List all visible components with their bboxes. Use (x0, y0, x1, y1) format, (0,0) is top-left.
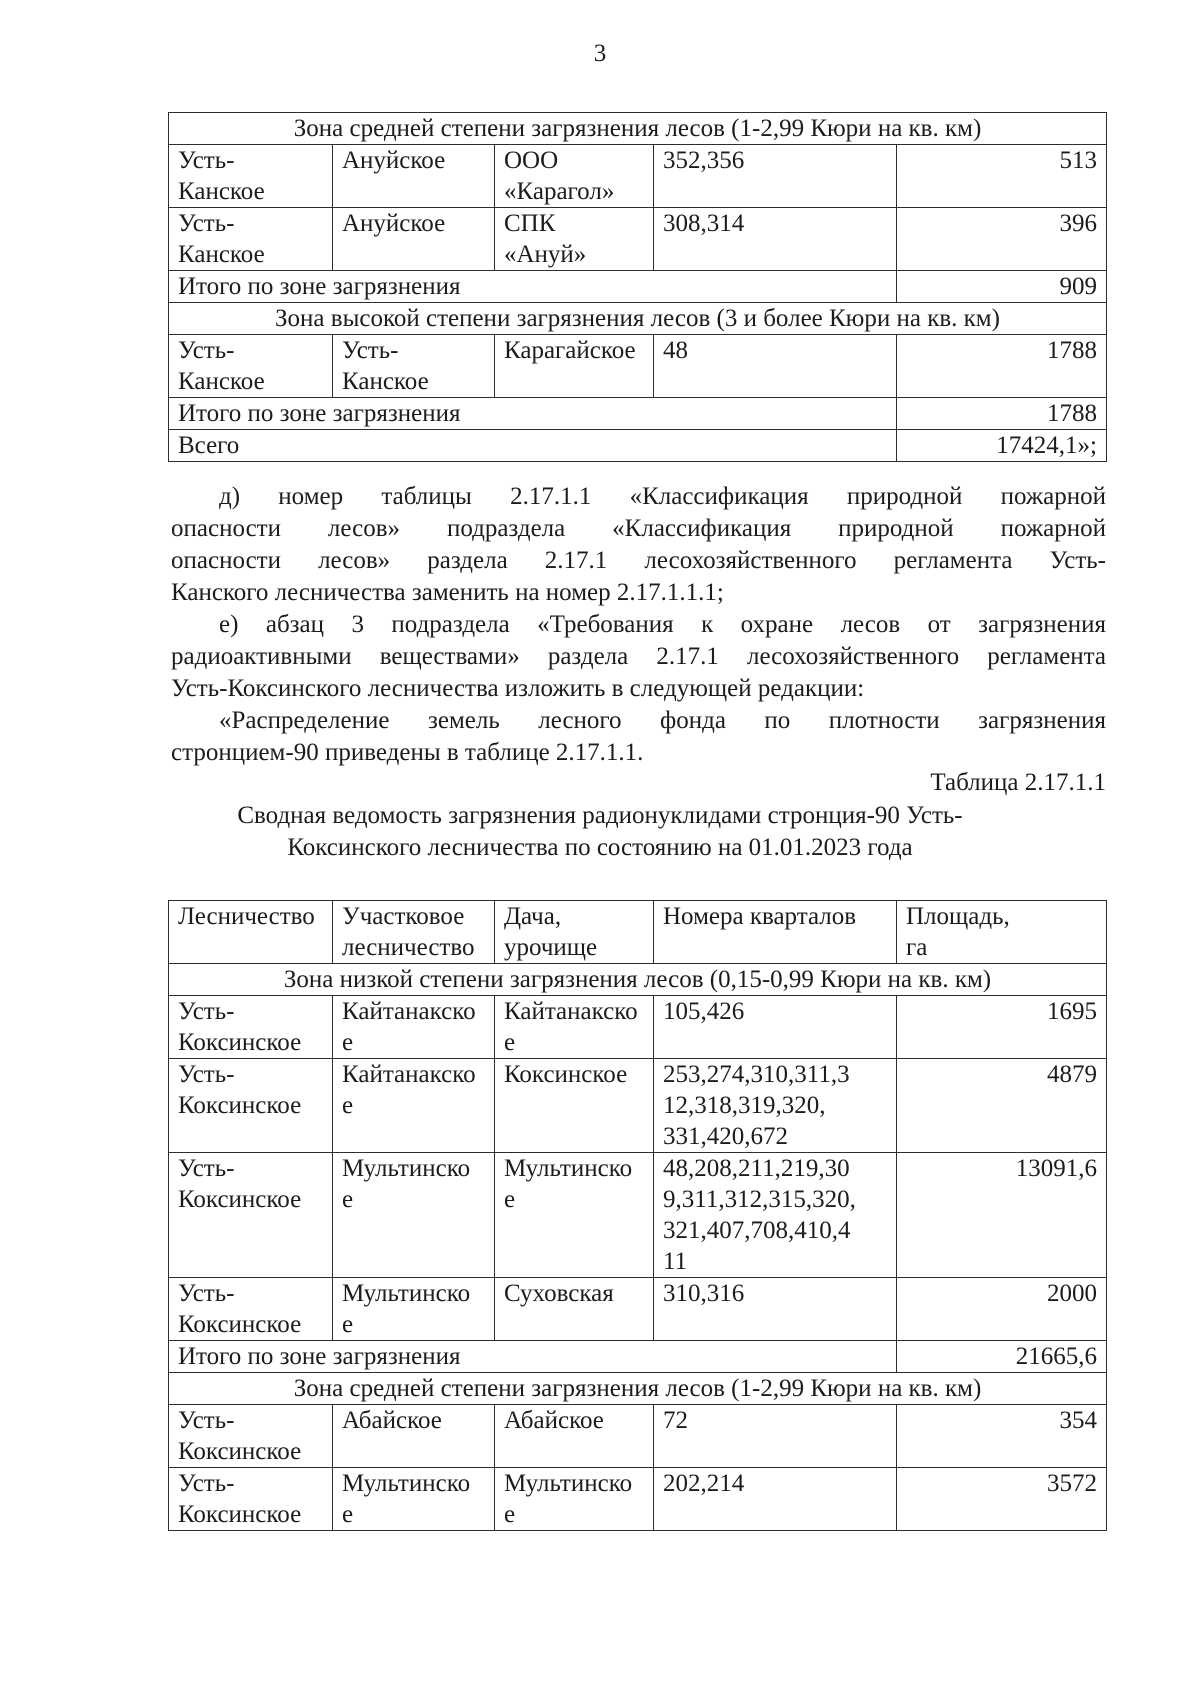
cell-line: 331,420,672 (663, 1123, 788, 1150)
cell-line: Коксинское (178, 1029, 302, 1056)
cell-line: га (906, 934, 928, 961)
cell-line: е (342, 1029, 354, 1056)
grand-total-value: 17424,1»; (897, 430, 1107, 462)
cell-line: Площадь, (906, 903, 1010, 930)
cell-line: 105,426 (663, 998, 745, 1025)
cell-line: Мультинско (504, 1470, 633, 1497)
district-cell (333, 1153, 495, 1278)
district-cell (333, 1405, 495, 1468)
cell-line: Коксинское (178, 1501, 302, 1528)
dacha-cell (495, 1153, 654, 1278)
cell-line: е (342, 1501, 354, 1528)
cell-line: Мультинско (342, 1155, 471, 1182)
quarters-cell (654, 1153, 897, 1278)
cell-line: урочище (504, 934, 598, 961)
quarters-cell (654, 1278, 897, 1341)
cell-line: СПК (504, 210, 556, 237)
paragraph-e (171, 609, 1106, 705)
district-cell (333, 145, 495, 208)
page-number: 3 (593, 40, 607, 67)
table-title-line: Коксинского лесничества по состоянию на 01.01.2023 года (287, 834, 913, 861)
contamination-table-ust-kan (168, 112, 1107, 462)
cell-line: Коксинское (178, 1311, 302, 1338)
cell-line: Абайское (342, 1407, 442, 1434)
cell-line: Лесничество (178, 903, 315, 930)
dacha-cell (495, 1059, 654, 1153)
table-title-line: Сводная ведомость загрязнения радионуклидами стронция-90 Усть- (237, 802, 963, 829)
district-cell (333, 208, 495, 271)
cell-line: Коксинское (178, 1438, 302, 1465)
table-row (169, 1468, 1107, 1531)
cell-line: 48,208,211,219,30 (663, 1155, 850, 1182)
forestry-cell (169, 996, 333, 1059)
header-quarters (654, 901, 897, 964)
paragraph-line: е) абзац 3 подраздела «Требования к охране лесов от загрязнения (219, 611, 1106, 638)
header-forestry (169, 901, 333, 964)
cell-line: е (342, 1186, 354, 1213)
total-label: Итого по зоне загрязнения (169, 398, 897, 430)
contamination-table-ust-koksa (168, 900, 1107, 1531)
cell-line: Канское (342, 368, 429, 395)
forestry-cell (169, 1405, 333, 1468)
table-row (169, 1405, 1107, 1468)
total-value: 21665,6 (897, 1341, 1107, 1373)
quarters-cell (654, 996, 897, 1059)
grand-total-label: Всего (169, 430, 897, 462)
cell-line: Мультинско (342, 1470, 471, 1497)
total-label: Итого по зоне загрязнения (169, 271, 897, 303)
cell-line: Коксинское (178, 1186, 302, 1213)
cell-line: е (342, 1092, 354, 1119)
zone-medium-title: Зона средней степени загрязнения лесов (1-2,99 Кюри на кв. км) (169, 1373, 1107, 1405)
forestry-cell (169, 335, 333, 398)
zone-medium-title: Зона средней степени загрязнения лесов (1-2,99 Кюри на кв. км) (169, 113, 1107, 145)
cell-line: Усть- (178, 210, 235, 237)
dacha-cell (495, 1405, 654, 1468)
cell-line: Усть- (178, 1280, 235, 1307)
cell-line: Усть- (178, 1061, 235, 1088)
cell-line: Коксинское (504, 1061, 628, 1088)
cell-line: 48 (663, 337, 688, 364)
dacha-cell (495, 1278, 654, 1341)
forestry-cell (169, 208, 333, 271)
dacha-cell (495, 145, 654, 208)
quarters-cell (654, 335, 897, 398)
cell-line: Канское (178, 178, 265, 205)
total-row (169, 1341, 1107, 1373)
cell-line: 308,314 (663, 210, 745, 237)
cell-line: 310,316 (663, 1280, 745, 1307)
district-cell (333, 1059, 495, 1153)
area-cell: 1695 (897, 996, 1107, 1059)
cell-line: Номера кварталов (663, 903, 857, 930)
zone-header-row (169, 964, 1107, 996)
table-row (169, 335, 1107, 398)
zone-low-title: Зона низкой степени загрязнения лесов (0,15-0,99 Кюри на кв. км) (169, 964, 1107, 996)
dacha-cell (495, 335, 654, 398)
table-row (169, 996, 1107, 1059)
cell-line: 11 (663, 1248, 688, 1275)
cell-line: е (504, 1501, 516, 1528)
cell-line: Мультинско (504, 1155, 633, 1182)
forestry-cell (169, 1153, 333, 1278)
paragraph-d (171, 481, 1106, 609)
cell-line: Кайтанакско (342, 998, 476, 1025)
cell-line: ООО (504, 147, 559, 174)
cell-line: Суховская (504, 1280, 614, 1307)
header-row (169, 901, 1107, 964)
district-cell (333, 335, 495, 398)
table-row (169, 1059, 1107, 1153)
table-label: Таблица 2.17.1.1 (930, 769, 1106, 796)
paragraph-line: опасности лесов» подраздела «Классификация природной пожарной (171, 515, 1106, 542)
paragraph-quote (171, 705, 1106, 769)
cell-line: Усть- (178, 337, 235, 364)
area-cell: 1788 (897, 335, 1107, 398)
cell-line: е (342, 1311, 354, 1338)
quarters-cell (654, 1405, 897, 1468)
quarters-cell (654, 1059, 897, 1153)
dacha-cell (495, 208, 654, 271)
district-cell (333, 1468, 495, 1531)
cell-line: Карагайское (504, 337, 636, 364)
zone-header-row (169, 1373, 1107, 1405)
cell-line: 9,311,312,315,320, (663, 1186, 856, 1213)
cell-line: Усть- (178, 1470, 235, 1497)
cell-line: «Ануй» (504, 241, 587, 268)
quarters-cell (654, 1468, 897, 1531)
total-row (169, 271, 1107, 303)
total-row (169, 398, 1107, 430)
area-cell: 13091,6 (897, 1153, 1107, 1278)
cell-line: Канское (178, 368, 265, 395)
header-area (897, 901, 1107, 964)
quarters-cell (654, 145, 897, 208)
district-cell (333, 996, 495, 1059)
cell-line: «Карагол» (504, 178, 615, 205)
paragraph-line: д) номер таблицы 2.17.1.1 «Классификация природной пожарной (219, 483, 1106, 510)
cell-line: Мультинско (342, 1280, 471, 1307)
area-cell: 2000 (897, 1278, 1107, 1341)
forestry-cell (169, 1468, 333, 1531)
cell-line: 352,356 (663, 147, 745, 174)
cell-line: 321,407,708,410,4 (663, 1217, 851, 1244)
cell-line: 72 (663, 1407, 688, 1434)
area-cell: 3572 (897, 1468, 1107, 1531)
cell-line: 12,318,319,320, (663, 1092, 826, 1119)
zone-header-row (169, 113, 1107, 145)
cell-line: Усть- (178, 998, 235, 1025)
zone-header-row (169, 303, 1107, 335)
paragraph-line: «Распределение земель лесного фонда по плотности загрязнения (219, 707, 1106, 734)
forestry-cell (169, 145, 333, 208)
quarters-cell (654, 208, 897, 271)
cell-line: Усть- (342, 337, 399, 364)
paragraph-line: радиоактивными веществами» раздела 2.17.1 лесохозяйственного регламента (171, 643, 1106, 670)
dacha-cell (495, 996, 654, 1059)
zone-high-title: Зона высокой степени загрязнения лесов (3 и более Кюри на кв. км) (169, 303, 1107, 335)
dacha-cell (495, 1468, 654, 1531)
table-row (169, 208, 1107, 271)
table-row (169, 145, 1107, 208)
area-cell: 354 (897, 1405, 1107, 1468)
area-cell: 513 (897, 145, 1107, 208)
cell-line: Дача, (504, 903, 562, 930)
cell-line: лесничество (342, 934, 475, 961)
forestry-cell (169, 1278, 333, 1341)
total-value: 1788 (897, 398, 1107, 430)
total-label: Итого по зоне загрязнения (169, 1341, 897, 1373)
cell-line: 253,274,310,311,3 (663, 1061, 850, 1088)
cell-line: Канское (178, 241, 265, 268)
paragraph-line: стронцием-90 приведены в таблице 2.17.1.1. (171, 739, 644, 766)
district-cell (333, 1278, 495, 1341)
table-row (169, 1278, 1107, 1341)
header-district (333, 901, 495, 964)
table-title (0, 800, 1200, 864)
total-value: 909 (897, 271, 1107, 303)
cell-line: Участковое (342, 903, 465, 930)
grand-total-row (169, 430, 1107, 462)
cell-line: Абайское (504, 1407, 604, 1434)
cell-line: Кайтанакско (342, 1061, 476, 1088)
table-row (169, 1153, 1107, 1278)
forestry-cell (169, 1059, 333, 1153)
paragraph-line: Усть-Коксинского лесничества изложить в следующей редакции: (171, 675, 865, 702)
cell-line: Кайтанакско (504, 998, 638, 1025)
paragraph-line: опасности лесов» раздела 2.17.1 лесохозяйственного регламента Усть- (171, 547, 1106, 574)
cell-line: Усть- (178, 1155, 235, 1182)
area-cell: 4879 (897, 1059, 1107, 1153)
header-dacha (495, 901, 654, 964)
cell-line: Ануйское (342, 210, 446, 237)
cell-line: Ануйское (342, 147, 446, 174)
paragraph-line: Канского лесничества заменить на номер 2.17.1.1.1; (171, 579, 724, 606)
cell-line: 202,214 (663, 1470, 745, 1497)
cell-line: Усть- (178, 147, 235, 174)
cell-line: Коксинское (178, 1092, 302, 1119)
area-cell: 396 (897, 208, 1107, 271)
cell-line: е (504, 1186, 516, 1213)
cell-line: е (504, 1029, 516, 1056)
cell-line: Усть- (178, 1407, 235, 1434)
